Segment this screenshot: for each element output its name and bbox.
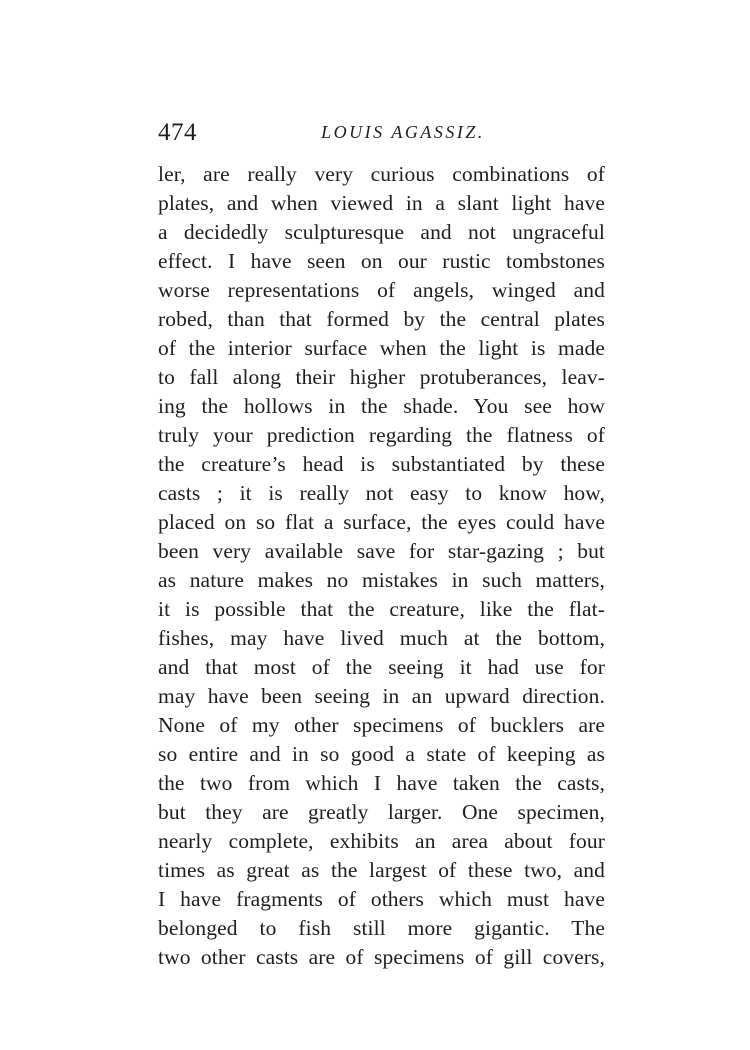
text-line: ing the hollows in the shade. You see how [158,394,605,418]
text-line: fishes, may have lived much at the bottom, [158,626,605,650]
text-line: so entire and in so good a state of keeping as [158,742,605,766]
text-line: I have fragments of others which must have [158,887,605,911]
text-line: plates, and when viewed in a slant light have [158,191,605,215]
text-line: as nature makes no mistakes in such matters, [158,568,605,592]
text-line: and that most of the seeing it had use for [158,655,605,679]
text-line: robed, than that formed by the central plates [158,307,605,331]
text-line: placed on so flat a surface, the eyes could have [158,510,605,534]
text-line: truly your prediction regarding the flatness of [158,423,605,447]
text-line: times as great as the largest of these two, and [158,858,605,882]
text-line: of the interior surface when the light is made [158,336,605,360]
text-line: ler, are really very curious combinations of [158,162,605,186]
text-line: two other casts are of specimens of gill covers, [158,945,605,969]
text-line: a decidedly sculpturesque and not ungraceful [158,220,605,244]
text-line: been very available save for star-gazing ; but [158,539,605,563]
text-line: nearly complete, exhibits an area about four [158,829,605,853]
text-line: the creature’s head is substantiated by these [158,452,605,476]
text-line: belonged to fish still more gigantic. The [158,916,605,940]
text-line: but they are greatly larger. One specimen, [158,800,605,824]
text-line: the two from which I have taken the casts, [158,771,605,795]
text-line: effect. I have seen on our rustic tombstones [158,249,605,273]
text-line: may have been seeing in an upward direction. [158,684,605,708]
text-line: to fall along their higher protuberances, leav- [158,365,605,389]
page-number: 474 [158,119,197,146]
running-head: LOUIS AGASSIZ. [321,122,485,142]
page-header [158,119,608,151]
text-line: worse representations of angels, winged and [158,278,605,302]
text-line: None of my other specimens of bucklers are [158,713,605,737]
body-text [158,160,605,972]
text-line: casts ; it is really not easy to know how, [158,481,605,505]
text-line: it is possible that the creature, like the flat- [158,597,605,621]
